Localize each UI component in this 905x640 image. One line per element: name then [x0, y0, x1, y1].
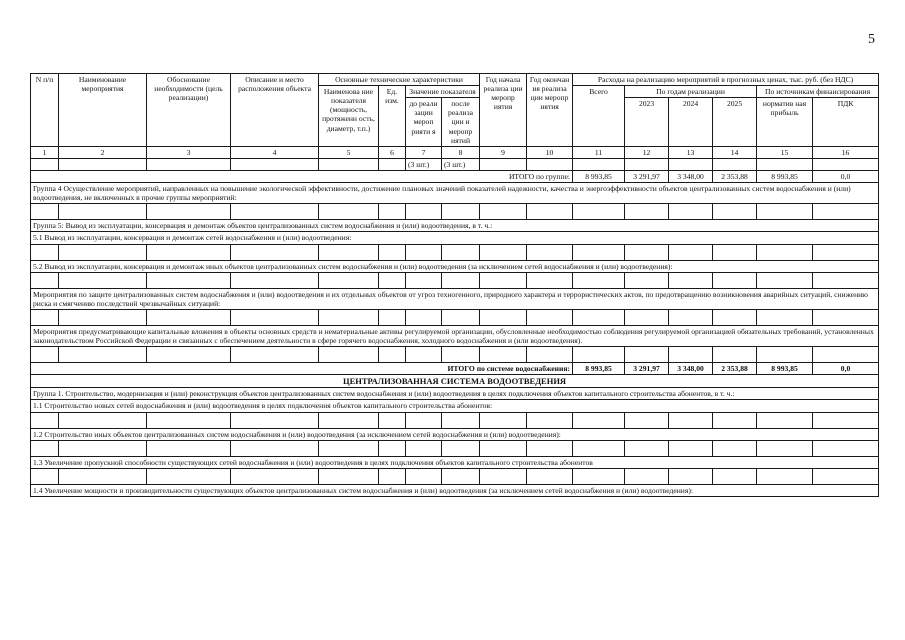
- section-heading: Мероприятия по защите централизованных систем водоснабжения и (или) водоотведения и их отдельных объектов от угроз техногенного, природного характера и террористических актов, по предотвращению возникновения аварийных ситуаций, снижению риска и смягчению последствий чрезвычайных ситуаций:: [31, 288, 879, 309]
- header-indicator-name: Наименова ние показателя (мощность, протяженн ость, диаметр, т.п.): [319, 86, 379, 147]
- header-year-start: Год начала реализа ции меропр иятия: [480, 74, 527, 147]
- system-total-profit: 8 993,85: [757, 363, 813, 375]
- value-after: (3 шт.): [442, 158, 480, 170]
- header-year-2025: 2025: [713, 98, 757, 147]
- column-number: 4: [231, 146, 319, 158]
- header-year-2023: 2023: [625, 98, 669, 147]
- column-number: 13: [669, 146, 713, 158]
- system-total-sum: 8 993,85: [573, 363, 625, 375]
- header-pdk: ПДК: [813, 98, 879, 147]
- group-total-2025: 2 353,88: [713, 170, 757, 182]
- group-total-row: [31, 170, 879, 182]
- empty-row: [31, 440, 879, 456]
- column-number: 3: [147, 146, 231, 158]
- column-number: 11: [573, 146, 625, 158]
- empty-row: [31, 244, 879, 260]
- column-number: 15: [757, 146, 813, 158]
- section-heading-row: [31, 456, 879, 468]
- section-heading-row: [31, 288, 879, 309]
- header-normative-profit: норматив ная прибыль: [757, 98, 813, 147]
- section-heading-row: [31, 388, 879, 400]
- section-heading: Группа 4 Осуществление мероприятий, направленных на повышение экологической эффективности, достижение плановых значений показателей надежности, качества и энергоэффективности объектов централизованных систем водоснабжения и (или) водоотведения, не включенных в прочие группы мероприятий:: [31, 183, 879, 204]
- section-title-row: [31, 375, 879, 388]
- value-before: (3 шт.): [406, 158, 442, 170]
- header-indicator-value: Значение показателя: [406, 86, 480, 98]
- section-heading-row: [31, 428, 879, 440]
- section-heading: Мероприятия предусматривающие капитальные вложения в объекты основных средств и нематериальные активы регулируемой организации, обусловленные необходимостью соблюдения регулируемой организацией обязательных требований, установленных законодательством Российской Федерации и связанных с обеспечением деятельности в сфере горячего водоснабжения, холодного водоснабжения и (или водоотведения).: [31, 325, 879, 346]
- column-numbers-row: [31, 146, 879, 158]
- column-number: 9: [480, 146, 527, 158]
- system-total-2023: 3 291,97: [625, 363, 669, 375]
- centralized-system-title: ЦЕНТРАЛИЗОВАННАЯ СИСТЕМА ВОДООТВЕДЕНИЯ: [31, 375, 879, 388]
- header-unit: Ед. изм.: [379, 86, 406, 147]
- system-total-row: [31, 363, 879, 375]
- section-heading: 1.4 Увеличение мощности и производительности существующих объектов централизованных систем водоснабжения и (или) водоотведения (за исключением сетей водоснабжения и (или) водоотведения):: [31, 484, 879, 496]
- group-total-profit: 8 993,85: [757, 170, 813, 182]
- header-tech-characteristics: Основные технические характеристики: [319, 74, 480, 86]
- header-description: Описание и место расположения объекта: [231, 74, 319, 147]
- table-row: [31, 158, 879, 170]
- group-total-pdk: 0,0: [813, 170, 879, 182]
- empty-row: [31, 204, 879, 220]
- header-by-years: По годам реализации: [625, 86, 757, 98]
- page-number: 5: [868, 32, 875, 47]
- section-heading: Группа 1. Строительство, модернизация и (или) реконструкция объектов централизованных систем водоснабжения и (или) водоотведения в целях подключения объектов капитального строительства абонентов, в т. ч.:: [31, 388, 879, 400]
- header-row: [31, 74, 879, 86]
- empty-row: [31, 468, 879, 484]
- section-heading: Группа 5: Вывод из эксплуатации, консервация и демонтаж объектов централизованных систем водоснабжения и (или) водоотведения, в т. ч.:: [31, 220, 879, 232]
- section-heading: 1.1 Строительство новых сетей водоснабжения и (или) водоотведения в целях подключения объектов капитального строительства абонентов:: [31, 400, 879, 412]
- column-number: 8: [442, 146, 480, 158]
- column-number: 14: [713, 146, 757, 158]
- empty-row: [31, 347, 879, 363]
- header-measure-name: Наименование мероприятия: [59, 74, 147, 147]
- header-before: до реали зации мероп рияти я: [406, 98, 442, 147]
- header-year-end: Год окончан ия реализа ции меропр иятия: [527, 74, 573, 147]
- header-total: Всего: [573, 86, 625, 147]
- section-heading-row: [31, 325, 879, 346]
- system-total-pdk: 0,0: [813, 363, 879, 375]
- investment-program-table: [30, 73, 879, 497]
- header-year-2024: 2024: [669, 98, 713, 147]
- column-number: 7: [406, 146, 442, 158]
- empty-row: [31, 272, 879, 288]
- section-heading: 1.2 Строительство иных объектов централизованных систем водоснабжения и (или) водоотведения (за исключением сетей водоснабжения и (или) водоотведения):: [31, 428, 879, 440]
- system-total-2025: 2 353,88: [713, 363, 757, 375]
- column-number: 10: [527, 146, 573, 158]
- header-number: N п/п: [31, 74, 59, 147]
- group-total-label: ИТОГО по группе:: [31, 170, 573, 182]
- column-number: 1: [31, 146, 59, 158]
- section-heading-row: [31, 183, 879, 204]
- column-number: 16: [813, 146, 879, 158]
- column-number: 5: [319, 146, 379, 158]
- system-total-label: ИТОГО по системе водоснабжения:: [31, 363, 573, 375]
- empty-row: [31, 412, 879, 428]
- section-heading: 1.3 Увеличение пропускной способности существующих сетей водоснабжения и (или) водоотведения в целях подключения объектов капитального строительства абонентов: [31, 456, 879, 468]
- column-number: 2: [59, 146, 147, 158]
- header-justification: Обоснование необходимости (цель реализации): [147, 74, 231, 147]
- system-total-2024: 3 348,00: [669, 363, 713, 375]
- section-heading-row: [31, 232, 879, 244]
- group-total-sum: 8 993,85: [573, 170, 625, 182]
- section-heading-row: [31, 484, 879, 496]
- group-total-2024: 3 348,00: [669, 170, 713, 182]
- header-costs: Расходы на реализацию мероприятий в прогнозных ценах, тыс. руб. (без НДС): [573, 74, 879, 86]
- header-after: после реализа ции и меропр иятий: [442, 98, 480, 147]
- empty-row: [31, 309, 879, 325]
- section-heading: 5.2 Вывод из эксплуатации, консервация и демонтаж иных объектов централизованных систем водоснабжения и (или) водоотведения (за исключением сетей водоснабжения и (или) водоотведения):: [31, 260, 879, 272]
- section-heading: 5.1 Вывод из эксплуатации, консервация и демонтаж сетей водоснабжения и (или) водоотведения:: [31, 232, 879, 244]
- column-number: 6: [379, 146, 406, 158]
- column-number: 12: [625, 146, 669, 158]
- section-heading-row: [31, 220, 879, 232]
- group-total-2023: 3 291,97: [625, 170, 669, 182]
- section-heading-row: [31, 260, 879, 272]
- section-heading-row: [31, 400, 879, 412]
- header-by-sources: По источникам финансирования: [757, 86, 879, 98]
